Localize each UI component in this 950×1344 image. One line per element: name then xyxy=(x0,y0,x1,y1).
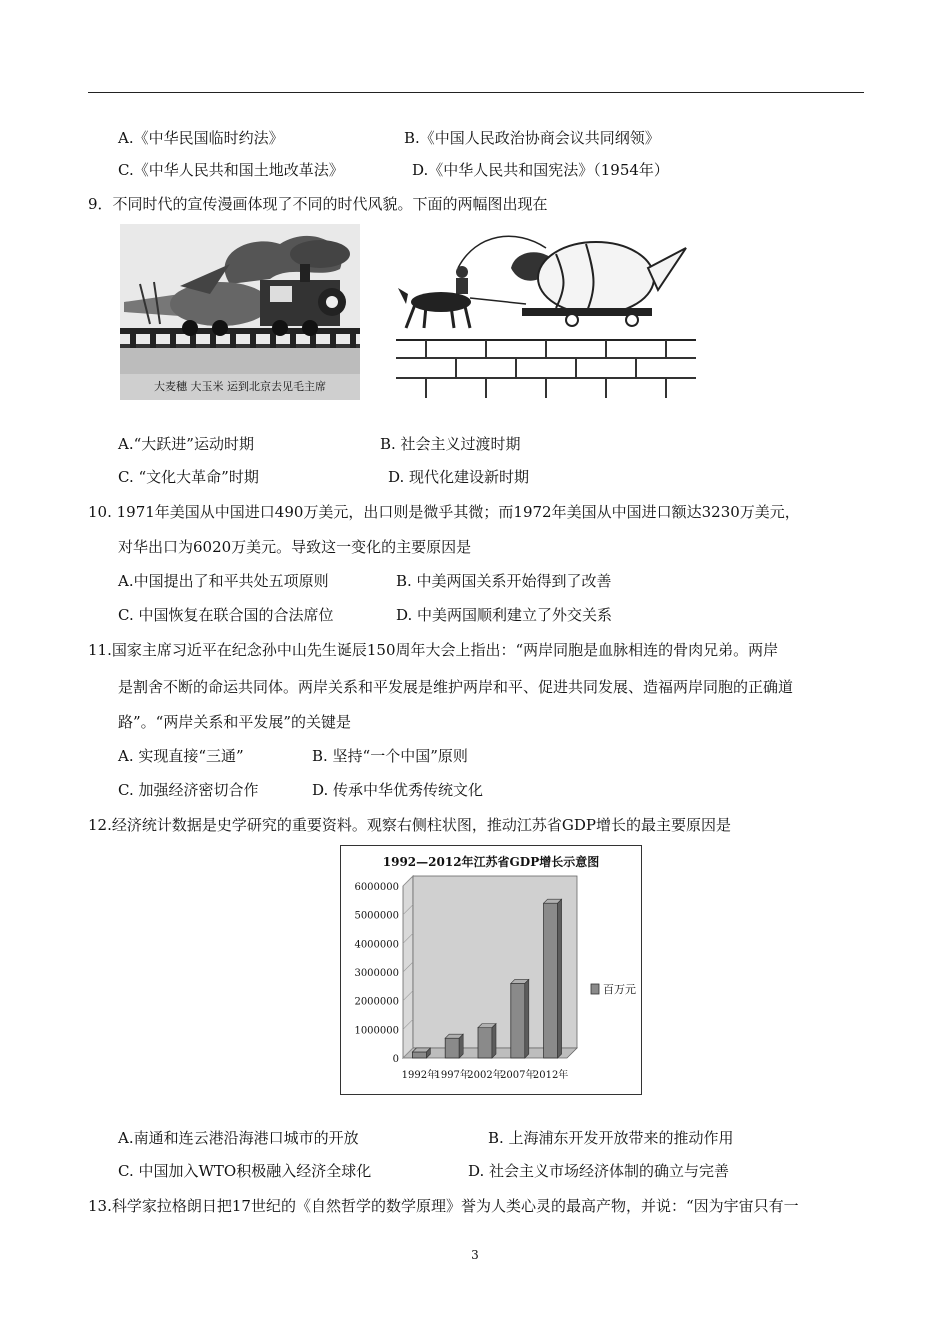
x-tick-label: 2012年 xyxy=(532,1070,569,1081)
y-tick-label: 2000000 xyxy=(354,996,399,1008)
propaganda-cartoon-cart xyxy=(396,228,696,398)
q8-option-b[interactable]: B.《中国人民政治协商会议共同纲领》 xyxy=(404,129,660,147)
x-tick-label: 2007年 xyxy=(500,1070,536,1081)
bar-2002年 xyxy=(478,1028,492,1058)
bar-1992年 xyxy=(412,1052,426,1058)
bar-2012年 xyxy=(544,903,558,1058)
q8-option-d[interactable]: D.《中华人民共和国宪法》（1954年） xyxy=(412,161,669,179)
q9-option-d[interactable]: D. 现代化建设新时期 xyxy=(388,468,530,486)
q12-option-d[interactable]: D. 社会主义市场经济体制的确立与完善 xyxy=(468,1162,730,1180)
y-tick-label: 3000000 xyxy=(354,968,399,979)
q9-option-b[interactable]: B. 社会主义过渡时期 xyxy=(380,435,521,453)
legend-swatch xyxy=(591,984,599,994)
header-rule xyxy=(88,92,864,93)
cart-illustration xyxy=(396,228,696,398)
y-tick-label: 1000000 xyxy=(354,1025,399,1037)
y-tick-label: 6000000 xyxy=(354,882,399,893)
q10-stem-line2: 对华出口为6020万美元。导致这一变化的主要原因是 xyxy=(118,538,472,556)
q12-stem: 12.经济统计数据是史学研究的重要资料。观察右侧柱状图，推动江苏省GDP增长的最主要原因是 xyxy=(88,816,731,834)
bar-2007年 xyxy=(511,983,525,1058)
q10-option-d[interactable]: D. 中美两国顺利建立了外交关系 xyxy=(396,606,613,624)
bar-1997年 xyxy=(445,1038,459,1058)
gdp-bar-chart xyxy=(340,845,642,1095)
q8-option-a[interactable]: A.《中华民国临时约法》 xyxy=(118,129,284,147)
x-tick-label: 2002年 xyxy=(467,1070,503,1081)
page-number: 3 xyxy=(471,1248,479,1262)
bar-side xyxy=(492,1024,496,1058)
y-tick-label: 0 xyxy=(392,1054,399,1065)
q13-stem: 13.科学家拉格朗日把17世纪的《自然哲学的数学原理》誉为人类心灵的最高产物，并说：“因为宇宙只有一 xyxy=(88,1197,799,1215)
q12-option-c[interactable]: C. 中国加入WTO积极融入经济全球化 xyxy=(118,1162,372,1180)
q9-stem: 9．不同时代的宣传漫画体现了不同的时代风貌。下面的两幅图出现在 xyxy=(88,195,548,213)
bar-side xyxy=(459,1034,463,1058)
q10-option-c[interactable]: C. 中国恢复在联合国的合法席位 xyxy=(118,606,334,624)
bar-side xyxy=(558,899,562,1058)
q10-option-b[interactable]: B. 中美两国关系开始得到了改善 xyxy=(396,572,612,590)
q11-option-b[interactable]: B. 坚持“一个中国”原则 xyxy=(312,747,468,765)
bar-side xyxy=(525,979,529,1058)
gdp-chart-svg xyxy=(341,846,641,1094)
y-tick-label: 4000000 xyxy=(354,939,399,951)
q10-option-a[interactable]: A.中国提出了和平共处五项原则 xyxy=(118,572,329,590)
q11-stem-line2: 是割舍不断的命运共同体。两岸关系和平发展是维护两岸和平、促进共同发展、造福两岸同胞的正确道 xyxy=(118,678,794,696)
q10-stem-line1: 10. 1971年美国从中国进口490万美元，出口则是微乎其微；而1972年美国从中国进口额达3230万美元， xyxy=(88,503,800,521)
q8-option-c[interactable]: C.《中华人民共和国土地改革法》 xyxy=(118,161,344,179)
chart-title: 1992—2012年江苏省GDP增长示意图 xyxy=(382,855,600,869)
q9-option-a[interactable]: A.“大跃进”运动时期 xyxy=(118,435,254,453)
propaganda-cartoon-train xyxy=(120,224,360,400)
q11-option-d[interactable]: D. 传承中华优秀传统文化 xyxy=(312,781,484,799)
q11-option-c[interactable]: C. 加强经济密切合作 xyxy=(118,781,259,799)
q12-option-a[interactable]: A.南通和连云港沿海港口城市的开放 xyxy=(118,1129,359,1147)
q11-stem-line3: 路”。“两岸关系和平发展”的关键是 xyxy=(118,713,352,731)
q11-option-a[interactable]: A. 实现直接“三通” xyxy=(118,747,244,765)
q9-option-c[interactable]: C. “文化大革命”时期 xyxy=(118,468,259,486)
cartoon-caption: 大麦穗 大玉米 运到北京去见毛主席 xyxy=(120,374,360,400)
q11-stem-line1: 11.国家主席习近平在纪念孙中山先生诞辰150周年大会上指出：“两岸同胞是血脉相连的骨肉兄弟。两岸 xyxy=(88,641,779,659)
x-tick-label: 1992年 xyxy=(401,1070,438,1081)
q12-option-b[interactable]: B. 上海浦东开发开放带来的推动作用 xyxy=(488,1129,734,1147)
legend-label: 百万元 xyxy=(603,983,636,996)
x-tick-label: 1997年 xyxy=(434,1070,470,1081)
y-tick-label: 5000000 xyxy=(354,910,399,922)
